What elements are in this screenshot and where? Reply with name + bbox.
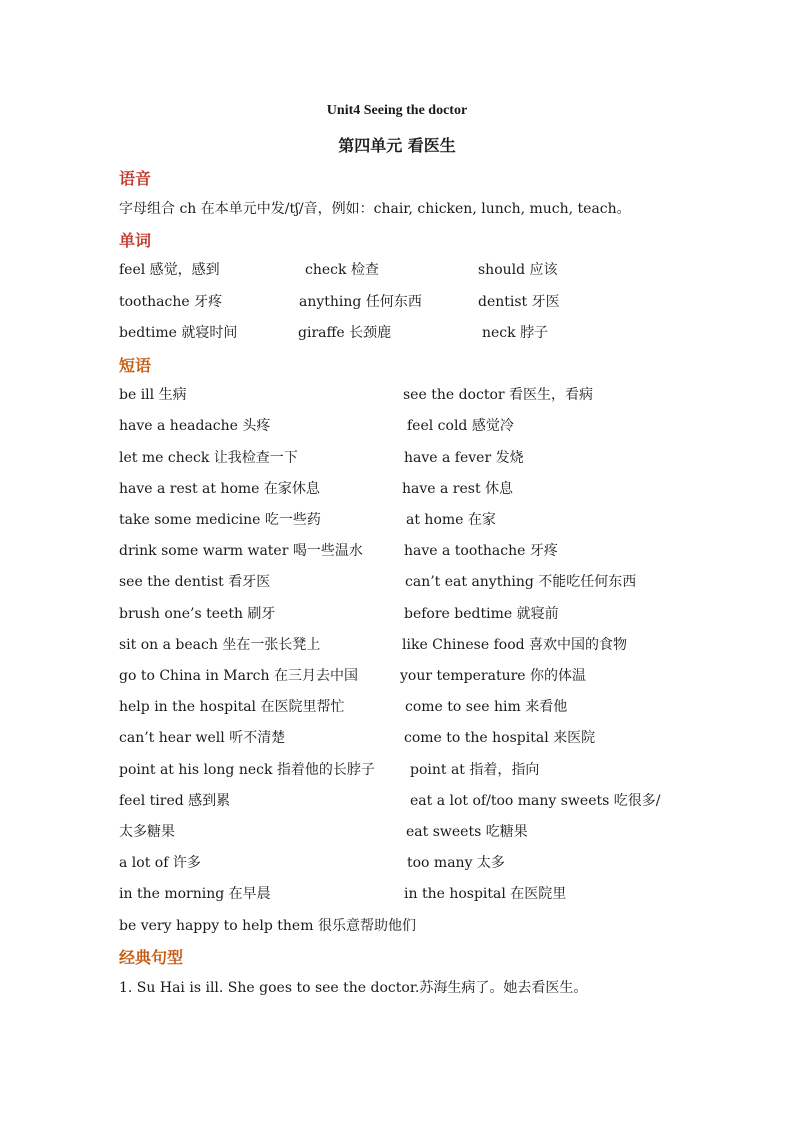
vocab-item: neck 脖子 <box>482 325 549 341</box>
phrase-item: have a fever 发烧 <box>404 450 524 466</box>
phrase-item: go to China in March 在三月去中国 <box>119 668 358 684</box>
phonics-text: 字母组合 ch 在本单元中发/tʃ/音，例如：chair, chicken, lunch, much, teach。 <box>119 201 631 217</box>
phrase-item: can’t hear well 听不清楚 <box>119 730 286 746</box>
phrase-item: have a toothache 牙疼 <box>404 543 558 559</box>
vocab-heading: 单词 <box>119 231 152 250</box>
phrase-item: 太多糖果 <box>119 824 175 840</box>
phrase-item: come to see him 来看他 <box>405 699 568 715</box>
phrase-item: be ill 生病 <box>119 387 187 403</box>
phrase-item: sit on a beach 坐在一张长凳上 <box>119 637 321 653</box>
vocab-item: giraffe 长颈鹿 <box>298 325 392 341</box>
phrase-item: too many 太多 <box>407 855 505 871</box>
phrase-item: see the dentist 看牙医 <box>119 574 271 590</box>
phrase-item: take some medicine 吃一些药 <box>119 512 321 528</box>
phrase-item: at home 在家 <box>406 512 496 528</box>
phrase-item: can’t eat anything 不能吃任何东西 <box>405 574 637 590</box>
phrase-item: help in the hospital 在医院里帮忙 <box>119 699 345 715</box>
phrase-item: in the hospital 在医院里 <box>404 886 567 902</box>
phrase-item: a lot of 许多 <box>119 855 201 871</box>
phrase-item: feel tired 感到累 <box>119 793 231 809</box>
sentences-heading: 经典句型 <box>119 948 184 967</box>
vocab-item: check 检查 <box>305 262 379 278</box>
phrase-item: eat a lot of/too many sweets 吃很多/ <box>410 793 661 809</box>
phrase-item: have a headache 头疼 <box>119 418 271 434</box>
vocab-item: feel 感觉，感到 <box>119 262 220 278</box>
phrase-item: let me check 让我检查一下 <box>119 450 298 466</box>
phrase-item: like Chinese food 喜欢中国的食物 <box>402 637 628 653</box>
phrase-item: point at his long neck 指着他的长脖子 <box>119 762 375 778</box>
phrase-item: be very happy to help them 很乐意帮助他们 <box>119 918 416 934</box>
phrases-heading: 短语 <box>119 356 152 375</box>
sentence-item: 1. Su Hai is ill. She goes to see the doctor.苏海生病了。她去看医生。 <box>119 980 588 996</box>
phrase-item: in the morning 在早晨 <box>119 886 271 902</box>
phrase-item: have a rest 休息 <box>402 481 514 497</box>
phrase-item: brush one’s teeth 刷牙 <box>119 606 276 622</box>
vocab-item: bedtime 就寝时间 <box>119 325 238 341</box>
vocab-item: dentist 牙医 <box>478 294 560 310</box>
phrase-item: feel cold 感觉冷 <box>407 418 514 434</box>
vocab-item: should 应该 <box>478 262 558 278</box>
phonics-heading: 语音 <box>119 169 152 188</box>
phrase-item: see the doctor 看医生，看病 <box>403 387 594 403</box>
phrase-item: come to the hospital 来医院 <box>404 730 596 746</box>
title-chinese: 第四单元 看医生 <box>338 136 456 155</box>
phrase-item: have a rest at home 在家休息 <box>119 481 320 497</box>
vocab-item: anything 任何东西 <box>299 294 422 310</box>
phrase-item: before bedtime 就寝前 <box>404 606 559 622</box>
vocab-item: toothache 牙疼 <box>119 294 223 310</box>
phrase-item: your temperature 你的体温 <box>400 668 587 684</box>
title-english: Unit4 Seeing the doctor <box>326 103 468 118</box>
phrase-item: point at 指着，指向 <box>410 762 540 778</box>
phrase-item: eat sweets 吃糖果 <box>406 824 528 840</box>
phrase-item: drink some warm water 喝一些温水 <box>119 543 363 559</box>
